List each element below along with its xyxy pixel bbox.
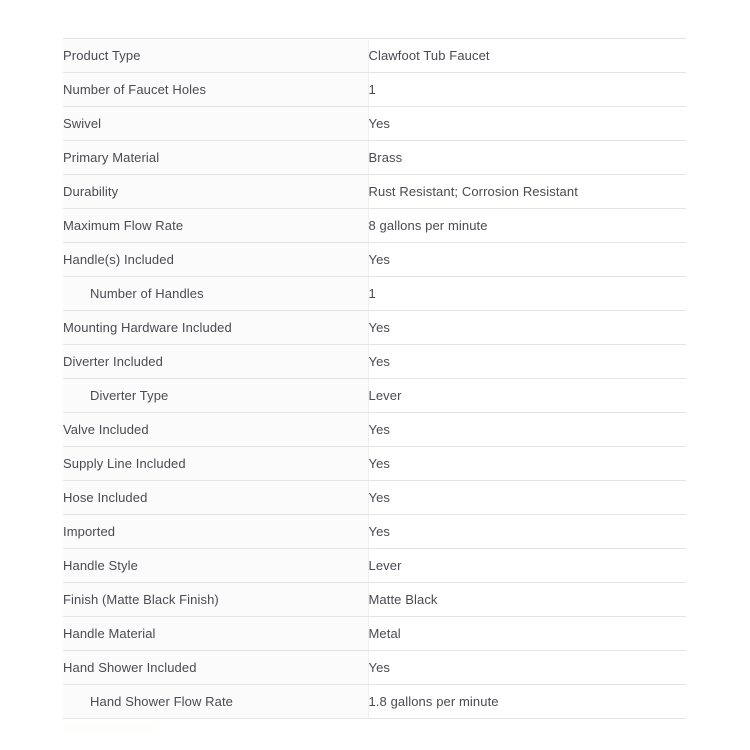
table-row [63, 379, 686, 413]
spec-value-cell: Brass [368, 141, 686, 175]
spec-value-cell: Clawfoot Tub Faucet [368, 39, 686, 73]
table-row [63, 515, 686, 549]
table-row [63, 39, 686, 73]
specifications-table-body [63, 39, 686, 719]
spec-value-cell: 1.8 gallons per minute [368, 685, 686, 719]
spec-label-cell: Primary Material [63, 141, 368, 175]
table-row [63, 209, 686, 243]
spec-label-cell: Handle Material [63, 617, 368, 651]
table-row [63, 345, 686, 379]
spec-value-cell: Yes [368, 243, 686, 277]
spec-label-cell: Number of Faucet Holes [63, 73, 368, 107]
spec-label-cell: Diverter Included [63, 345, 368, 379]
spec-label-cell: Durability [63, 175, 368, 209]
spec-value-cell: Yes [368, 107, 686, 141]
spec-label-cell: Number of Handles [63, 277, 368, 311]
table-row [63, 73, 686, 107]
table-row [63, 481, 686, 515]
spec-label-cell: Supply Line Included [63, 447, 368, 481]
table-row [63, 617, 686, 651]
spec-label-cell: Product Type [63, 39, 368, 73]
table-row [63, 243, 686, 277]
spec-label-cell: Handle Style [63, 549, 368, 583]
specifications-table-container [63, 38, 686, 719]
specifications-table [63, 38, 686, 719]
spec-label-cell: Swivel [63, 107, 368, 141]
table-row [63, 311, 686, 345]
table-row [63, 447, 686, 481]
spec-value-cell: Lever [368, 379, 686, 413]
table-row [63, 413, 686, 447]
table-row [63, 175, 686, 209]
spec-value-cell: Yes [368, 515, 686, 549]
spec-label-cell: Mounting Hardware Included [63, 311, 368, 345]
spec-label-cell: Hand Shower Flow Rate [63, 685, 368, 719]
table-row [63, 107, 686, 141]
table-row [63, 685, 686, 719]
spec-label-cell: Diverter Type [63, 379, 368, 413]
table-row [63, 549, 686, 583]
spec-value-cell: Rust Resistant; Corrosion Resistant [368, 175, 686, 209]
table-row [63, 141, 686, 175]
spec-value-cell: Metal [368, 617, 686, 651]
spec-label-cell: Handle(s) Included [63, 243, 368, 277]
spec-value-cell: Yes [368, 345, 686, 379]
table-row [63, 277, 686, 311]
spec-value-cell: Yes [368, 413, 686, 447]
spec-value-cell: Matte Black [368, 583, 686, 617]
spec-label-cell: Hose Included [63, 481, 368, 515]
spec-value-cell: Yes [368, 447, 686, 481]
spec-label-cell: Hand Shower Included [63, 651, 368, 685]
below-table-artifact [63, 722, 158, 732]
spec-value-cell: 1 [368, 73, 686, 107]
spec-value-cell: Yes [368, 651, 686, 685]
spec-value-cell: Yes [368, 481, 686, 515]
spec-value-cell: 1 [368, 277, 686, 311]
table-row [63, 583, 686, 617]
table-row [63, 651, 686, 685]
spec-label-cell: Maximum Flow Rate [63, 209, 368, 243]
spec-label-cell: Finish (Matte Black Finish) [63, 583, 368, 617]
spec-value-cell: 8 gallons per minute [368, 209, 686, 243]
spec-label-cell: Valve Included [63, 413, 368, 447]
spec-value-cell: Lever [368, 549, 686, 583]
spec-label-cell: Imported [63, 515, 368, 549]
spec-value-cell: Yes [368, 311, 686, 345]
